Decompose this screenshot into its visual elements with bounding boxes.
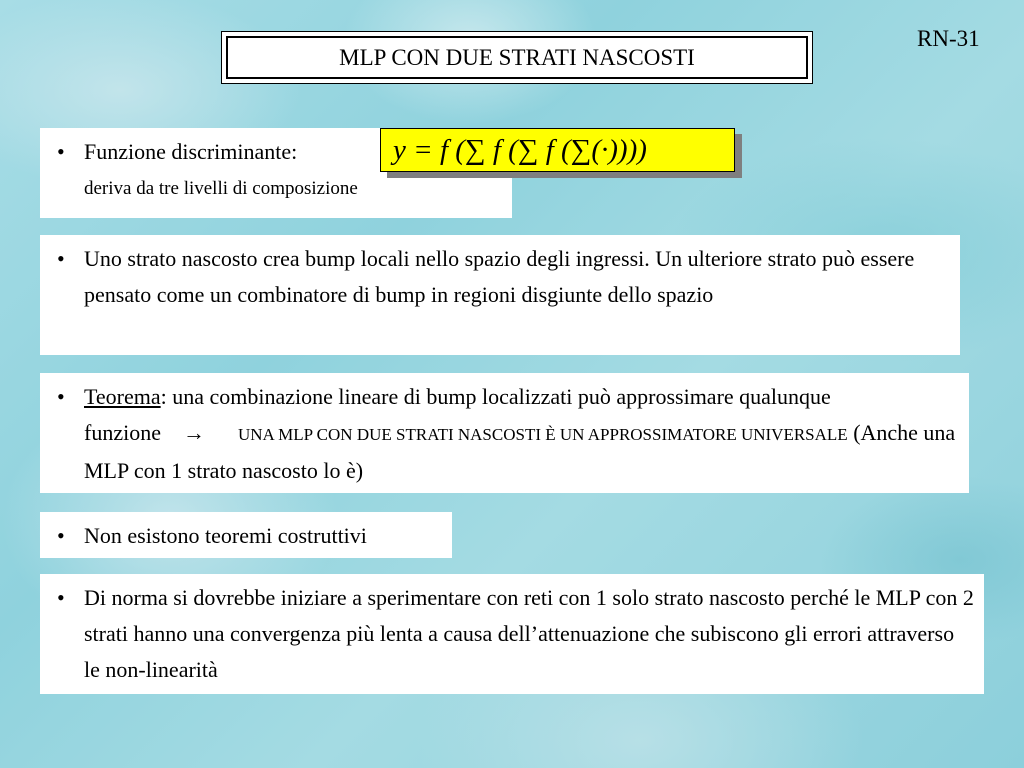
bullet-marker: • bbox=[57, 384, 65, 409]
bullet-panel-2 bbox=[40, 235, 960, 355]
item-1-subtext: deriva da tre livelli di composizione bbox=[84, 178, 358, 199]
bullet-panel-5 bbox=[40, 574, 984, 694]
item-5-text: Di norma si dovrebbe iniziare a sperimentare con reti con 1 solo strato nascosto perché le MLP con 2 strati hanno una convergenza più lenta a causa dell’attenuazione che subiscono gli errori attraverso le non-linearità bbox=[84, 585, 974, 682]
item-1-text: Funzione discriminante: bbox=[84, 139, 298, 164]
slide-number: RN-31 bbox=[917, 26, 980, 51]
item-4-text: Non esistono teoremi costruttivi bbox=[84, 523, 367, 548]
slide-title: MLP CON DUE STRATI NASCOSTI bbox=[226, 36, 808, 79]
theorem-conclusion: UNA MLP CON DUE STRATI NASCOSTI È UN APPROSSIMATORE UNIVERSALE bbox=[237, 425, 848, 444]
bullet-marker: • bbox=[57, 523, 65, 548]
item-3-text bbox=[84, 379, 959, 489]
theorem-statement: : una combinazione lineare di bump localizzati può approssimare qualunque funzione bbox=[84, 384, 831, 445]
bullet-panel-4 bbox=[40, 512, 452, 558]
bullet-marker: • bbox=[57, 246, 65, 271]
bullet-marker: • bbox=[57, 139, 65, 164]
bullet-marker: • bbox=[57, 585, 65, 610]
arrow-icon: → bbox=[182, 420, 205, 445]
bullet-panel-3 bbox=[40, 373, 969, 493]
item-2-text: Uno strato nascosto crea bump locali nello spazio degli ingressi. Un ulteriore strato può essere pensato come un combinatore di bump in regioni disgiunte dello spazio bbox=[84, 246, 915, 307]
title-box bbox=[221, 31, 813, 84]
theorem-term: Teorema bbox=[84, 384, 161, 409]
discriminant-formula: y = f (∑ f (∑ f (∑(·)))) bbox=[380, 128, 735, 172]
theorem-note: (Anche una MLP con 1 strato nascosto lo è) bbox=[84, 420, 956, 483]
